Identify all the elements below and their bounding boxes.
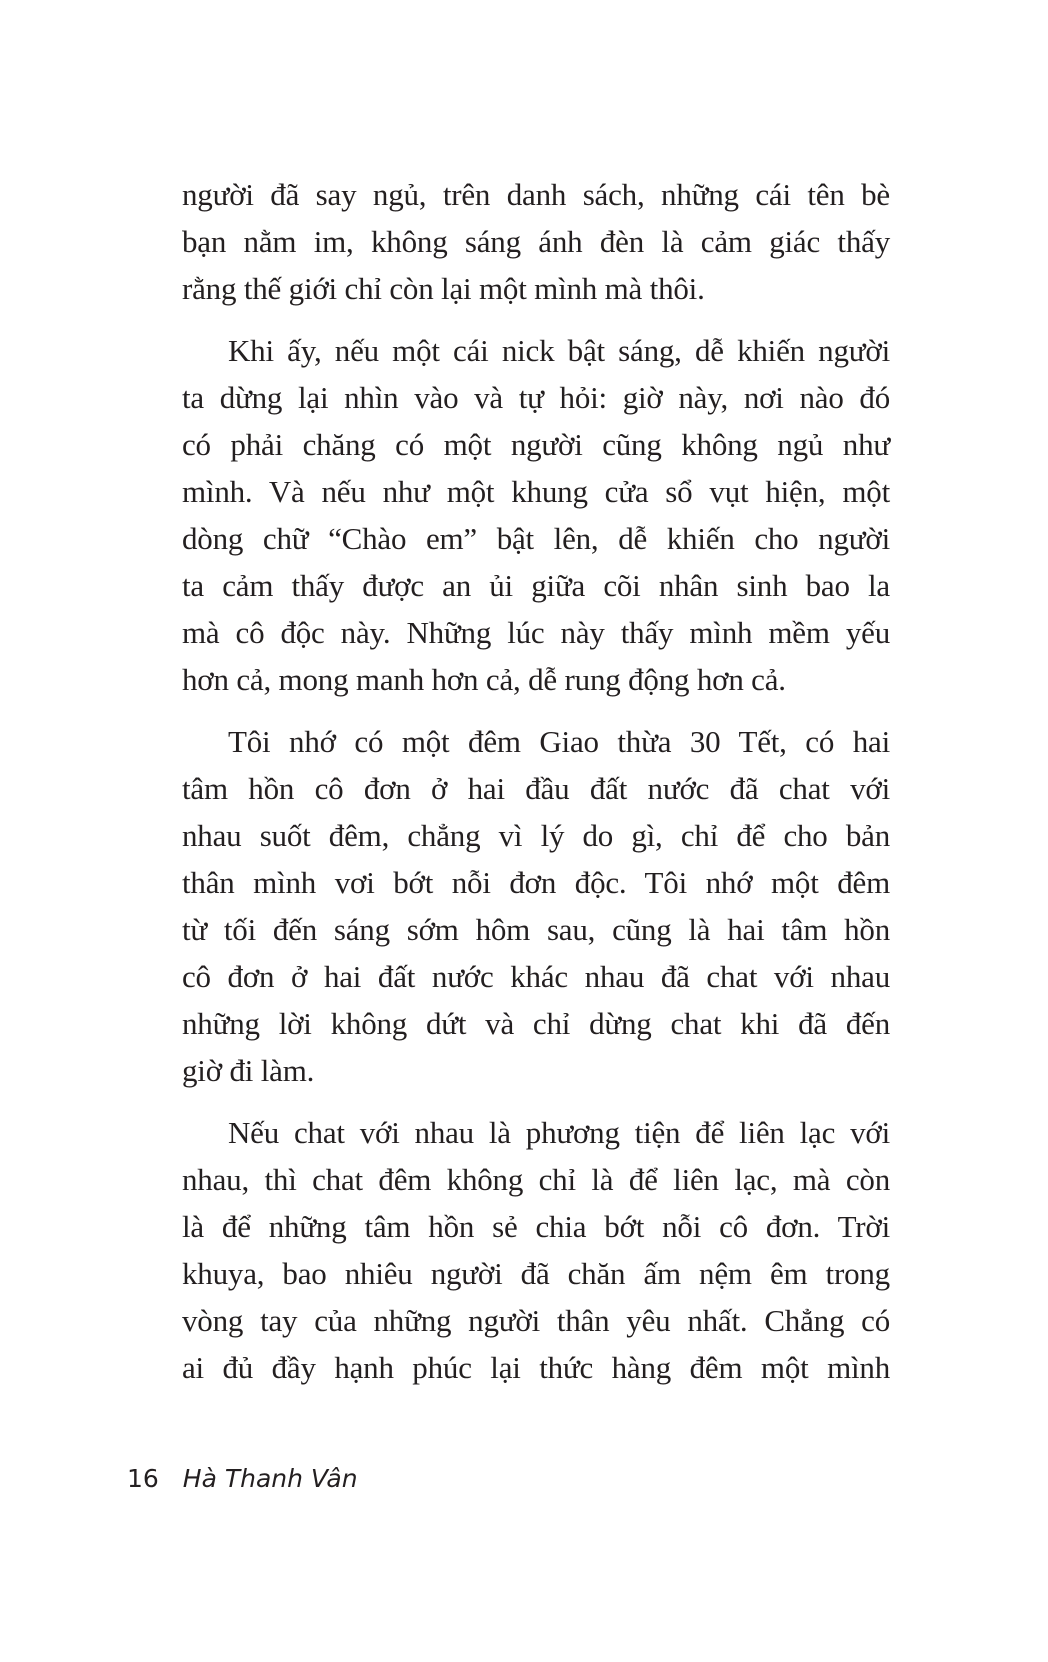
text-line: rằng thế giới chỉ còn lại một mình mà thôi.: [182, 271, 705, 306]
text-line: giờ đi làm.: [182, 1053, 315, 1088]
text-line: thân mình vơi bớt nỗi đơn độc. Tôi nhớ một đêm: [182, 865, 890, 900]
text-line: mà cô độc này. Những lúc này thấy mình mềm yếu: [182, 615, 890, 650]
text-line: nhau suốt đêm, chẳng vì lý do gì, chỉ để cho bản: [182, 818, 890, 853]
text-line: khuya, bao nhiêu người đã chăn ấm nệm êm trong: [182, 1256, 890, 1291]
paragraph-2: [182, 327, 890, 703]
page-footer: [127, 1462, 358, 1496]
text-line: tâm hồn cô đơn ở hai đầu đất nước đã chat với: [182, 771, 890, 806]
text-line: là để những tâm hồn sẻ chia bớt nỗi cô đơn. Trời: [182, 1209, 890, 1244]
text-line: nhau, thì chat đêm không chỉ là để liên lạc, mà còn: [182, 1162, 890, 1197]
text-line: từ tối đến sáng sớm hôm sau, cũng là hai tâm hồn: [182, 912, 890, 947]
text-line: mình. Và nếu như một khung cửa sổ vụt hiện, một: [182, 474, 890, 509]
page-number: 16: [127, 1464, 159, 1493]
body-text: [182, 171, 890, 1406]
text-line: ta dừng lại nhìn vào và tự hỏi: giờ này, nơi nào đó: [182, 380, 890, 415]
text-line: dòng chữ “Chào em” bật lên, dễ khiến cho người: [182, 521, 890, 556]
text-line: những lời không dứt và chỉ dừng chat khi đã đến: [182, 1006, 890, 1041]
text-line: người đã say ngủ, trên danh sách, những cái tên bè: [182, 177, 890, 212]
text-line: ai đủ đầy hạnh phúc lại thức hàng đêm một mình: [182, 1350, 890, 1385]
text-line: có phải chăng có một người cũng không ngủ như: [182, 427, 890, 462]
text-line: Nếu chat với nhau là phương tiện để liên lạc với: [228, 1115, 890, 1150]
paragraph-3: [182, 718, 890, 1094]
text-line: vòng tay của những người thân yêu nhất. Chẳng có: [182, 1303, 890, 1338]
text-line: ta cảm thấy được an ủi giữa cõi nhân sinh bao la: [182, 568, 890, 603]
paragraph-4: [182, 1109, 890, 1391]
author-name: Hà Thanh Vân: [182, 1464, 358, 1493]
text-line: hơn cả, mong manh hơn cả, dễ rung động hơn cả.: [182, 662, 786, 697]
paragraph-1: [182, 171, 890, 312]
text-line: bạn nằm im, không sáng ánh đèn là cảm giác thấy: [182, 224, 890, 259]
text-line: Khi ấy, nếu một cái nick bật sáng, dễ khiến người: [228, 333, 890, 368]
text-line: Tôi nhớ có một đêm Giao thừa 30 Tết, có hai: [228, 724, 890, 759]
text-line: cô đơn ở hai đất nước khác nhau đã chat với nhau: [182, 959, 890, 994]
